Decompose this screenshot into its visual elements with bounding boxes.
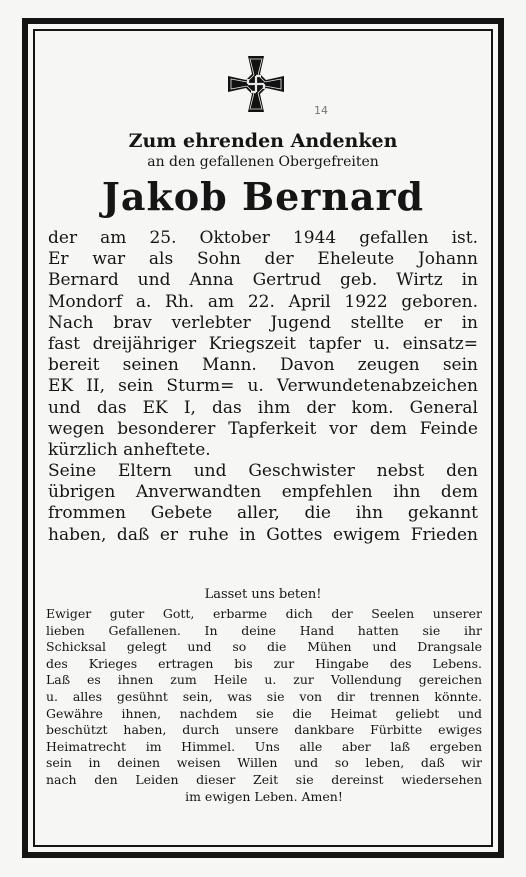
biography-line: und das EK I, das ihm der kom. General (48, 397, 478, 418)
prayer-line: Ewiger guter Gott, erbarme dich der Seelen unserer (46, 606, 482, 621)
prayer-text (46, 606, 482, 805)
biography-line: haben, daß er ruhe in Gottes ewigem Frieden (48, 524, 478, 545)
biography-line: Seine Eltern und Geschwister nebst den (48, 461, 478, 482)
handwritten-number: 14 (314, 104, 328, 117)
biography-line: Mondorf a. Rh. am 22. April 1922 geboren. (48, 291, 478, 312)
biography-line: bereit seinen Mann. Davon zeugen sein (48, 355, 478, 376)
prayer-line: lieben Gefallenen. In deine Hand hatten sie ihr (46, 622, 482, 638)
biography-line: frommen Gebete aller, die ihn gekannt (48, 503, 478, 524)
biography-line: EK II, sein Sturm= u. Verwundetenabzeichen (48, 376, 478, 397)
prayer-line: nach den Leiden dieser Zeit sie dereinst wiedersehen (46, 771, 482, 787)
biography-line: Er war als Sohn der Eheleute Johann (48, 249, 478, 270)
biography-line: der am 25. Oktober 1944 gefallen ist. (48, 228, 478, 248)
biography-line: wegen besonderer Tapferkeit vor dem Feinde (48, 418, 478, 439)
heading-rank: an den gefallenen Obergefreiten (147, 154, 379, 170)
biography-text (48, 228, 478, 546)
prayer-line: beschützt haben, durch unsere dankbare Fürbitte ewiges (46, 722, 482, 738)
prayer-line: sein in deinen weisen Willen und so leben, daß wir (46, 755, 482, 771)
prayer-line: Laß es ihnen zum Heile u. zur Vollendung gereichen (46, 672, 482, 688)
iron-cross-icon (226, 54, 286, 114)
prayer-line: des Krieges ertragen bis zur Hingabe des Lebens. (46, 655, 482, 671)
prayer-line: Heimatrecht im Himmel. Uns alle aber laß ergeben (46, 738, 482, 754)
prayer-line: Schicksal gelegt und so die Mühen und Drangsale (46, 639, 482, 655)
heading-in-memory: Zum ehrenden Andenken (128, 130, 398, 152)
prayer-title: Lasset uns beten! (204, 587, 322, 602)
biography-line: Bernard und Anna Gertrud geb. Wirtz in (48, 270, 478, 291)
prayer-line: Gewähre ihnen, nachdem sie die Heimat geliebt und (46, 705, 482, 721)
deceased-name: Jakob Bernard (101, 174, 425, 219)
prayer-line: u. alles gesühnt sein, was sie von dir trennen könnte. (46, 688, 482, 704)
prayer-line: im ewigen Leben. Amen! (185, 788, 343, 804)
biography-line: kürzlich anheftete. (48, 439, 211, 460)
biography-line: fast dreijähriger Kriegszeit tapfer u. einsatz= (48, 333, 478, 354)
biography-line: Nach brav verlebter Jugend stellte er in (48, 312, 478, 333)
biography-line: übrigen Anverwandten empfehlen ihn dem (48, 482, 478, 503)
